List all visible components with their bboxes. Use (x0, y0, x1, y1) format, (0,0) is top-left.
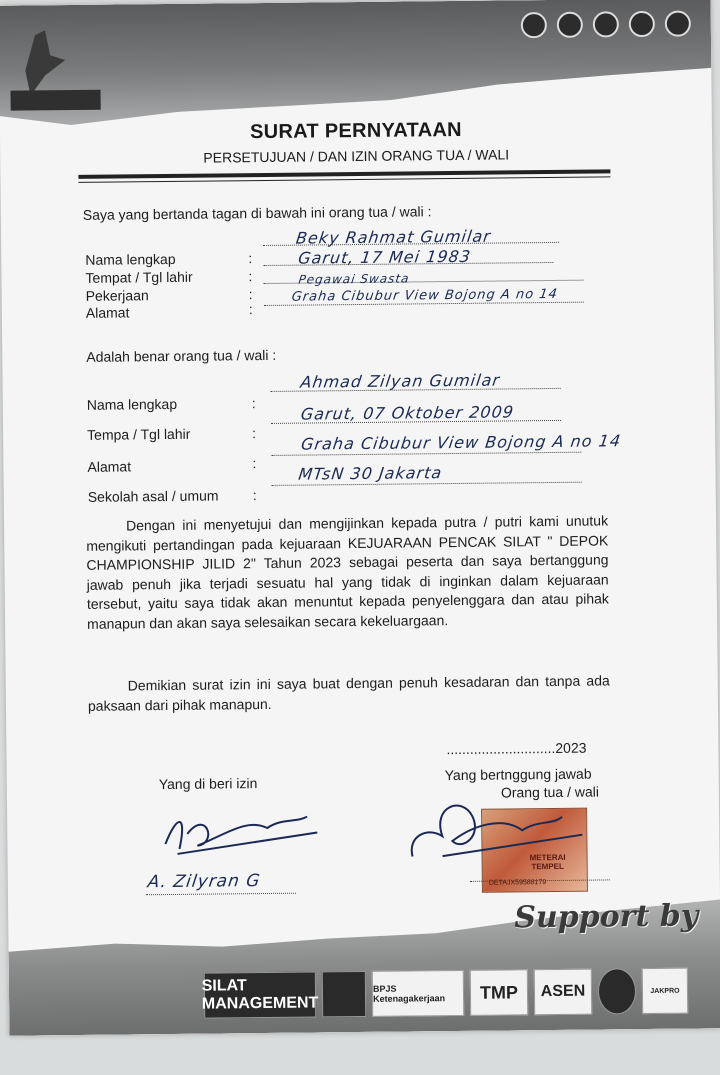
colon: : (252, 487, 257, 504)
colon: : (248, 250, 253, 267)
parent-birth-label: Tempat / Tgl lahir (85, 268, 193, 286)
stamp-code: DETAJX59588179 (488, 879, 547, 887)
left-sign-line (146, 893, 296, 896)
child-address-value: Graha Cibubur View Bojong A no 14 (299, 431, 623, 454)
sponsor-tmp: TMP (470, 969, 528, 1016)
parent-birth-value: Garut, 17 Mei 1983 (297, 246, 473, 268)
child-signature (157, 802, 328, 864)
colon: : (248, 301, 253, 318)
logo-icon (629, 11, 655, 37)
logo-icon (665, 11, 691, 37)
colon: : (252, 455, 257, 472)
child-birth-label: Tempa / Tgl lahir (87, 425, 191, 443)
parent-address-label: Alamat (85, 304, 130, 321)
sponsor-asen: ASEN (534, 969, 592, 1016)
right-sign-label: Yang bertnggung jawab (444, 765, 592, 784)
parent-job-label: Pekerjaan (85, 287, 149, 304)
intro-text: Saya yang bertanda tagan di bawah ini orang tua / wali : (82, 203, 432, 223)
consent-paragraph: Dengan ini menyetujui dan mengijinkan kepada putra / putri kami unutuk mengikuti pertandingan pada kejuaraan KEJUARAAN PENCAK SILAT " DEPOK CHAMPIONSHIP JILID 2" Tahun 2023 sebagai peserta dan saya bertanggung jawab penuh jika terjadi sesuatu hal yang tidak di inginkan dalam kejuaraan tersebut, yaitu saya tidak akan menuntut kepada penyelenggara dan atau pihak manapun dan akan saya selesaikan secara kekeluargaan. (86, 512, 609, 632)
colon: : (248, 286, 253, 303)
stamp-text: METERAI TEMPEL (529, 852, 566, 872)
colon: : (248, 268, 253, 285)
logo-icon (593, 11, 619, 37)
parent-name-value: Beky Rahmat Gumilar (294, 226, 493, 248)
parent-job-value: Pegawai Swasta (297, 271, 411, 287)
logo-icon (521, 12, 547, 38)
right-sign-label2: Orang tua / wali (500, 783, 600, 801)
child-intro-text: Adalah benar orang tua / wali : (86, 346, 277, 365)
child-birth-value: Garut, 07 Oktober 2009 (299, 402, 516, 424)
date-line: ............................2023 (446, 739, 587, 758)
parent-address-value: Graha Cibubur View Bojong A no 14 (290, 286, 559, 305)
document-subtitle: PERSETUJUAN / DAN IZIN ORANG TUA / WALI (203, 146, 510, 166)
sponsor-logos (201, 967, 694, 1020)
support-by-text: Support by (514, 898, 699, 936)
colon: : (252, 425, 257, 442)
child-name-value: Ahmad Zilyan Gumilar (299, 370, 502, 392)
child-school-value: MTsN 30 Jakarta (297, 463, 444, 484)
child-school-label: Sekolah asal / umum (87, 487, 219, 505)
logo-icon (557, 12, 583, 38)
child-address-label: Alamat (87, 458, 132, 475)
child-name-label: Nama lengkap (86, 395, 178, 413)
event-logo (5, 25, 106, 116)
sponsor-silat: SILAT MANAGEMENT (204, 971, 316, 1018)
sponsor-badge (598, 968, 636, 1014)
parent-signature (402, 795, 593, 877)
sponsor-jakpro: JAKPRO (642, 968, 688, 1014)
document-title: SURAT PERNYATAAN (249, 118, 462, 144)
left-sign-label: Yang di beri izin (158, 775, 258, 793)
sponsor-bpjs: BPJS Ketenagakerjaan (372, 970, 464, 1017)
child-printed-name: A. Zilyran G (146, 871, 262, 893)
closing-paragraph: Demikian surat izin ini saya buat dengan penuh kesadaran dan tanpa ada paksaan dari pihak manapun. (87, 672, 610, 714)
sponsor-emblem (322, 971, 366, 1017)
colon: : (251, 395, 256, 412)
parent-name-label: Nama lengkap (85, 250, 176, 268)
header-logos (521, 11, 691, 39)
